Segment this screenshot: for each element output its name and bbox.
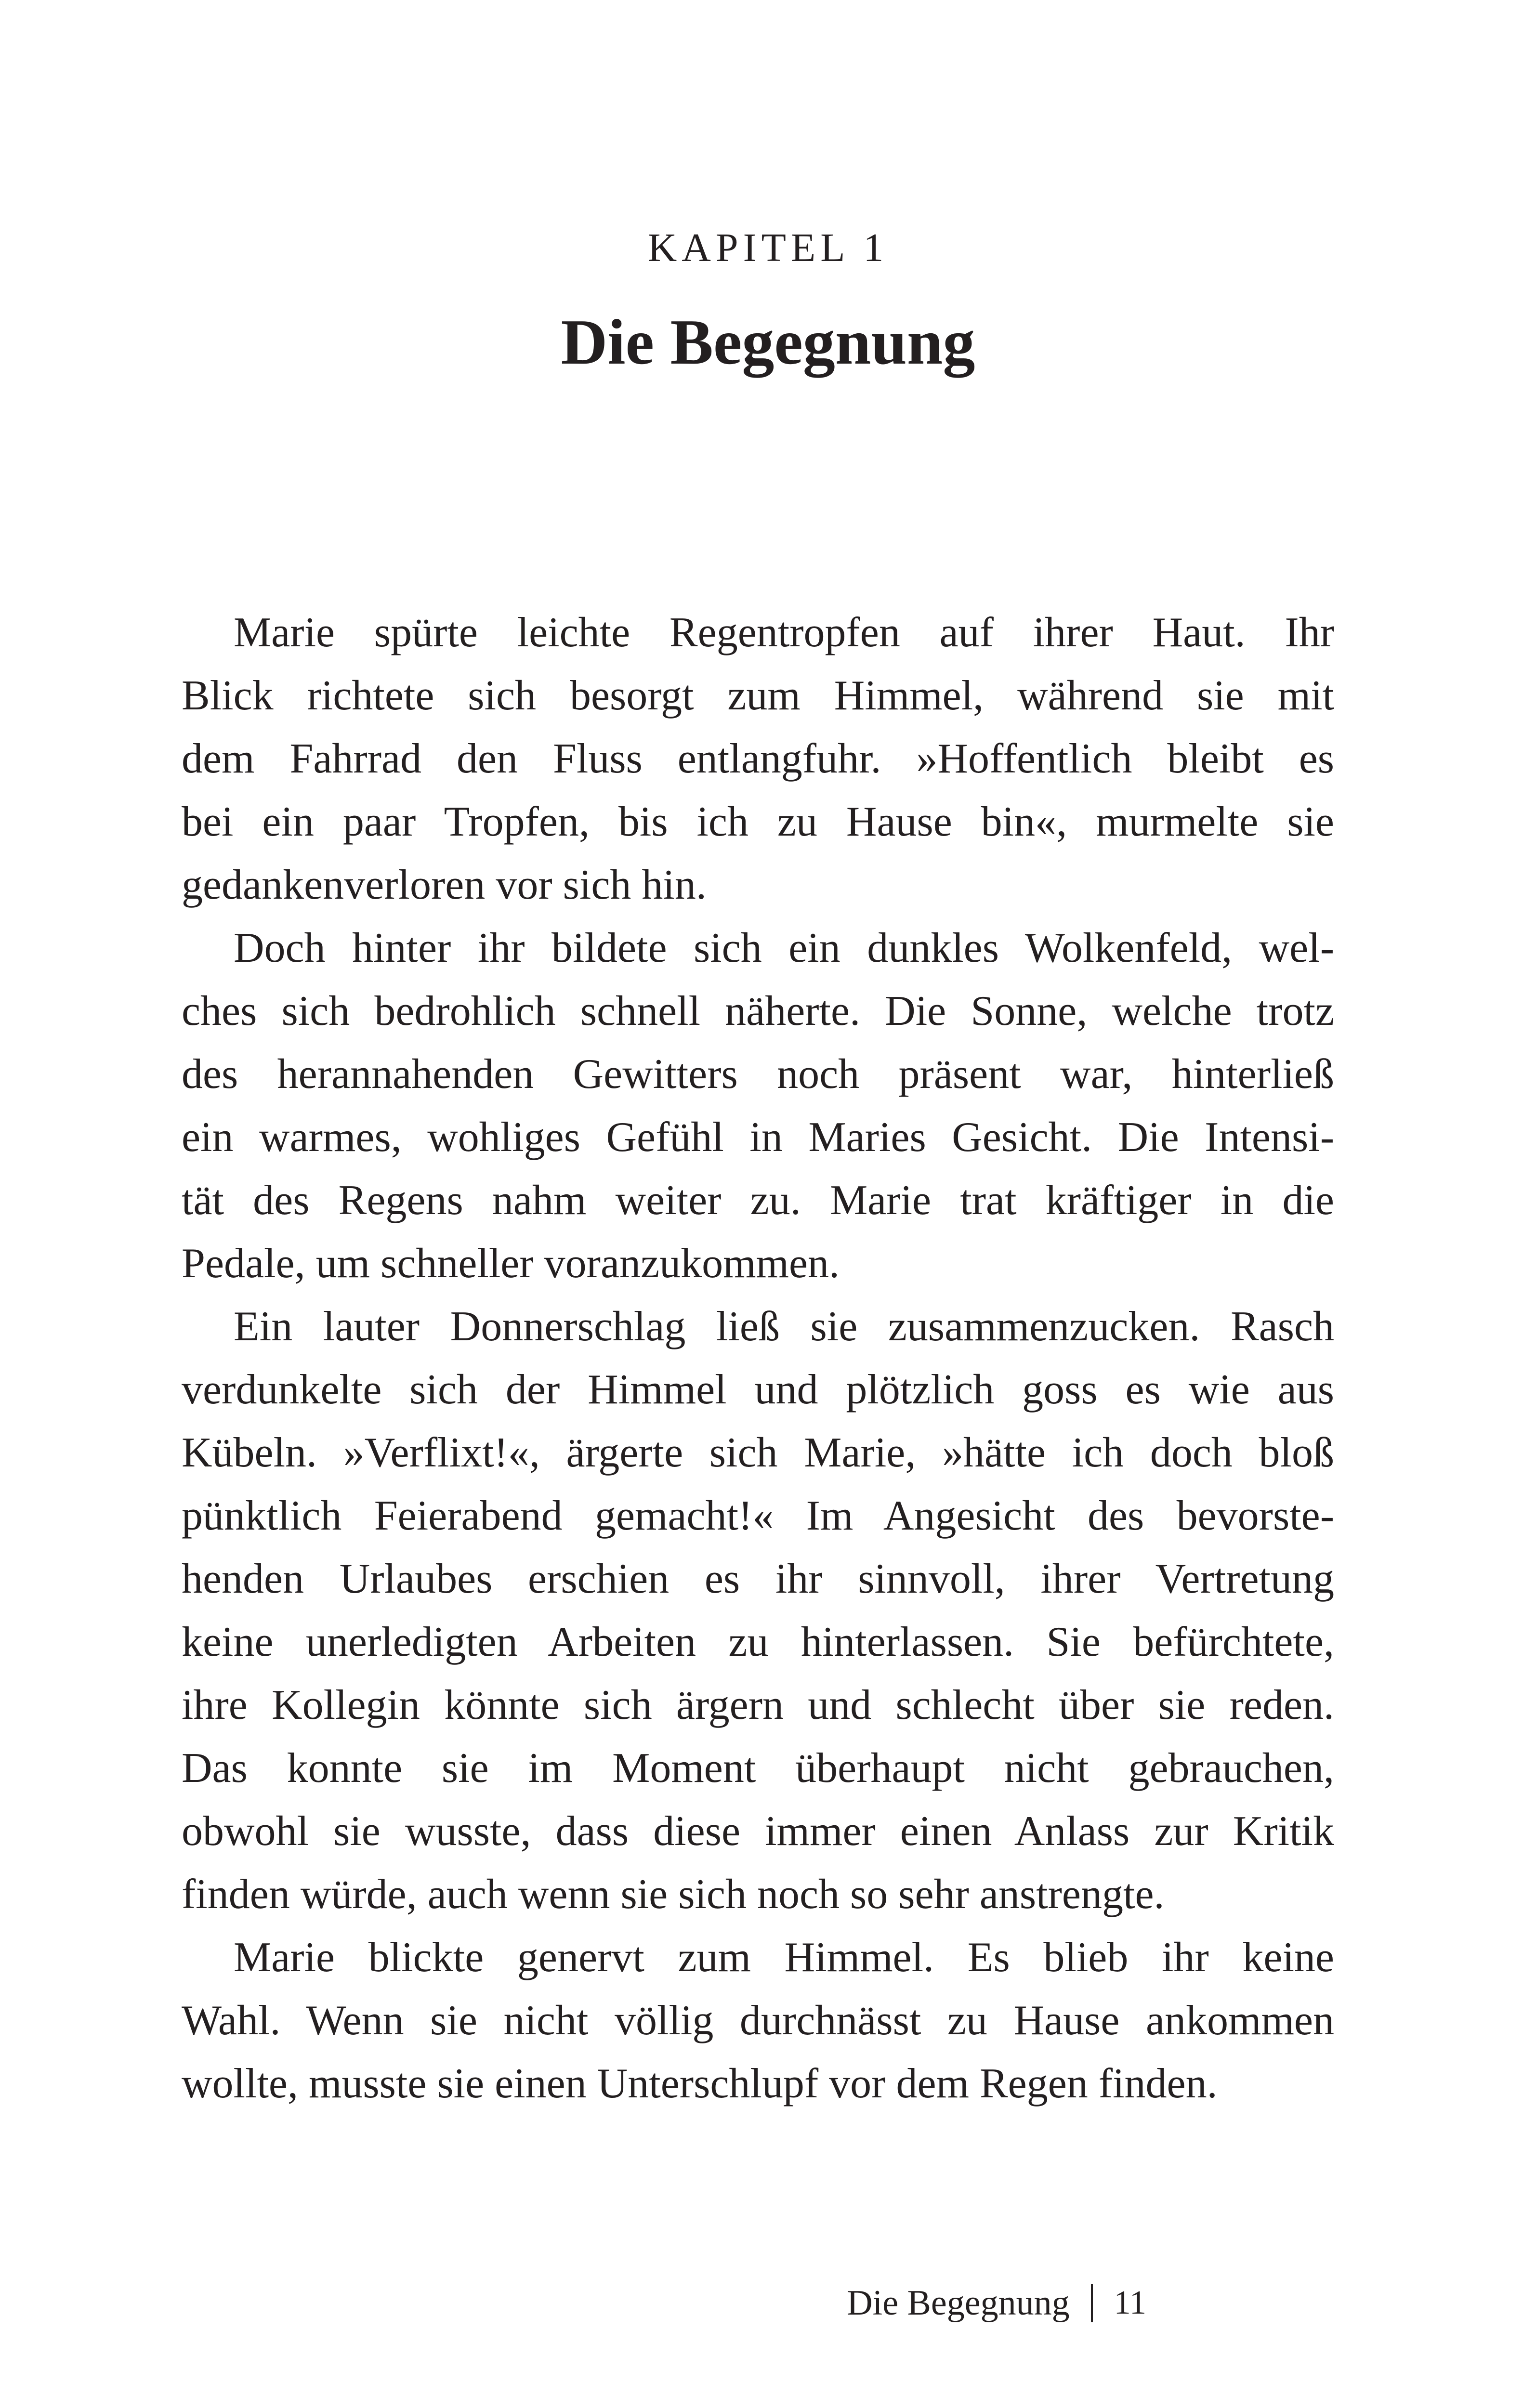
- text-line: henden Urlaubes erschien es ihr sinnvoll, ihrer Vertretung: [182, 1556, 1334, 1602]
- text-line: Marie spürte leichte Regentropfen auf ihrer Haut. Ihr: [234, 609, 1334, 656]
- paragraph: [182, 916, 1334, 1295]
- text-line: Doch hinter ihr bildete sich ein dunkles Wolkenfeld, wel-: [234, 925, 1334, 971]
- text-line: Marie blickte genervt zum Himmel. Es blieb ihr keine: [234, 1934, 1334, 1981]
- chapter-title: Die Begegnung: [561, 306, 975, 378]
- text-line: Pedale, um schneller voranzukommen.: [182, 1240, 840, 1287]
- text-line: obwohl sie wusste, dass diese immer einen Anlass zur Kritik: [182, 1808, 1334, 1855]
- page-footer: [847, 2274, 1146, 2332]
- paragraph: [182, 1295, 1334, 1926]
- text-line: ein warmes, wohliges Gefühl in Maries Gesicht. Die Intensi-: [182, 1114, 1334, 1161]
- text-line: dem Fahrrad den Fluss entlangfuhr. »Hoffentlich bleibt es: [182, 735, 1334, 782]
- page-number: 11: [1114, 2284, 1146, 2321]
- text-line: ihre Kollegin könnte sich ärgern und schlecht über sie reden.: [182, 1682, 1334, 1728]
- text-line: finden würde, auch wenn sie sich noch so sehr anstrengte.: [182, 1871, 1165, 1918]
- text-line: pünktlich Feierabend gemacht!« Im Angesicht des bevorste-: [182, 1492, 1334, 1539]
- text-line: keine unerledigten Arbeiten zu hinterlassen. Sie befürchtete,: [182, 1619, 1334, 1665]
- text-line: gedankenverloren vor sich hin.: [182, 862, 707, 908]
- text-line: bei ein paar Tropfen, bis ich zu Hause bin«, murmelte sie: [182, 798, 1334, 845]
- text-line: tät des Regens nahm weiter zu. Marie trat kräftiger in die: [182, 1177, 1334, 1224]
- text-line: des herannahenden Gewitters noch präsent war, hinterließ: [182, 1051, 1334, 1098]
- footer-separator: [1091, 2284, 1093, 2322]
- text-line: Blick richtete sich besorgt zum Himmel, während sie mit: [182, 672, 1334, 719]
- text-line: Das konnte sie im Moment überhaupt nicht gebrauchen,: [182, 1745, 1334, 1792]
- paragraph: [182, 601, 1334, 916]
- paragraph: [182, 1926, 1334, 2115]
- text-line: Ein lauter Donnerschlag ließ sie zusammenzucken. Rasch: [234, 1303, 1334, 1350]
- chapter-label: KAPITEL 1: [647, 225, 889, 270]
- running-title: Die Begegnung: [847, 2283, 1070, 2323]
- text-line: verdunkelte sich der Himmel und plötzlich goss es wie aus: [182, 1366, 1334, 1413]
- text-line: wollte, musste sie einen Unterschlupf vor dem Regen finden.: [182, 2060, 1218, 2107]
- text-line: ches sich bedrohlich schnell näherte. Die Sonne, welche trotz: [182, 988, 1334, 1034]
- body-text: [182, 601, 1334, 2115]
- text-line: Kübeln. »Verflixt!«, ärgerte sich Marie, »hätte ich doch bloß: [182, 1429, 1334, 1476]
- text-line: Wahl. Wenn sie nicht völlig durchnässt zu Hause ankommen: [182, 1997, 1334, 2044]
